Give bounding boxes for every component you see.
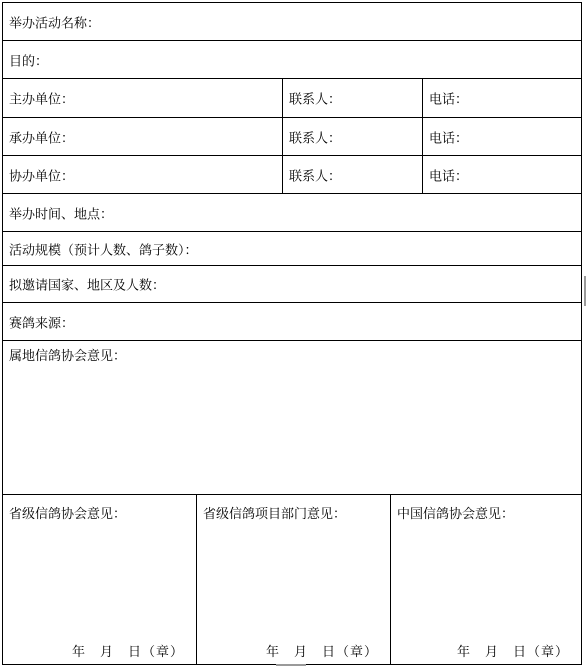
row-assisting <box>3 155 581 193</box>
row-scale <box>3 231 581 265</box>
invited-label: 拟邀请国家、地区及人数： <box>9 278 166 294</box>
year-label: 年 <box>265 645 280 660</box>
co-organizer-phone-cell <box>422 118 581 155</box>
row-event-name <box>3 3 581 40</box>
organizer-contact-label: 联系人： <box>289 92 342 108</box>
assisting-phone-label: 电话： <box>429 169 469 184</box>
organizer-label: 主办单位： <box>9 92 75 108</box>
year-label: 年 <box>456 645 471 660</box>
assisting-contact-cell <box>282 156 422 193</box>
day-stamp-label: 日（章） <box>321 645 378 660</box>
assisting-contact-label: 联系人： <box>289 169 342 184</box>
assisting-phone-cell <box>422 156 581 193</box>
assisting-label: 协办单位： <box>9 169 75 184</box>
co-organizer-phone-label: 电话： <box>429 131 469 146</box>
row-co-organizer <box>3 117 581 155</box>
co-organizer-cell <box>3 118 282 155</box>
organizer-phone-cell <box>422 79 581 117</box>
row-opinions <box>3 494 581 664</box>
year-label: 年 <box>71 645 86 660</box>
provincial-association-opinion-label: 省级信鸽协会意见： <box>9 507 127 522</box>
co-organizer-contact-cell <box>282 118 422 155</box>
month-label: 月 <box>484 645 499 660</box>
china-association-opinion-cell <box>390 495 581 664</box>
provincial-department-date-stamp <box>266 641 378 660</box>
row-local-opinion <box>3 340 581 494</box>
day-stamp-label: 日（章） <box>127 645 184 660</box>
organizer-cell <box>3 79 282 117</box>
pigeon-source-label: 赛鸽来源： <box>9 316 75 331</box>
row-time-place <box>3 193 581 231</box>
provincial-department-opinion-cell <box>196 495 390 664</box>
china-association-date-stamp <box>457 641 569 660</box>
provincial-association-date-stamp <box>72 641 184 660</box>
local-opinion-label: 属地信鸽协会意见： <box>9 349 127 364</box>
provincial-department-opinion-label: 省级信鸽项目部门意见： <box>203 507 347 522</box>
event-name-label: 举办活动名称： <box>9 16 101 31</box>
application-form <box>2 2 582 665</box>
scale-label: 活动规模（预计人数、鸽子数）： <box>9 243 198 258</box>
time-place-label: 举办时间、地点： <box>9 207 114 222</box>
organizer-phone-label: 电话： <box>429 92 469 108</box>
month-label: 月 <box>99 645 114 660</box>
co-organizer-contact-label: 联系人： <box>289 131 342 146</box>
provincial-association-opinion-cell <box>3 495 196 664</box>
assisting-cell <box>3 156 282 193</box>
horizontal-scrollbar-handle[interactable] <box>276 664 306 666</box>
row-invited <box>3 265 581 302</box>
china-association-opinion-label: 中国信鸽协会意见： <box>397 507 515 522</box>
row-pigeon-source <box>3 302 581 340</box>
month-label: 月 <box>293 645 308 660</box>
day-stamp-label: 日（章） <box>512 645 569 660</box>
co-organizer-label: 承办单位： <box>9 131 75 146</box>
organizer-contact-cell <box>282 79 422 117</box>
row-organizer <box>3 78 581 117</box>
purpose-label: 目的： <box>9 54 49 69</box>
row-purpose <box>3 40 581 78</box>
